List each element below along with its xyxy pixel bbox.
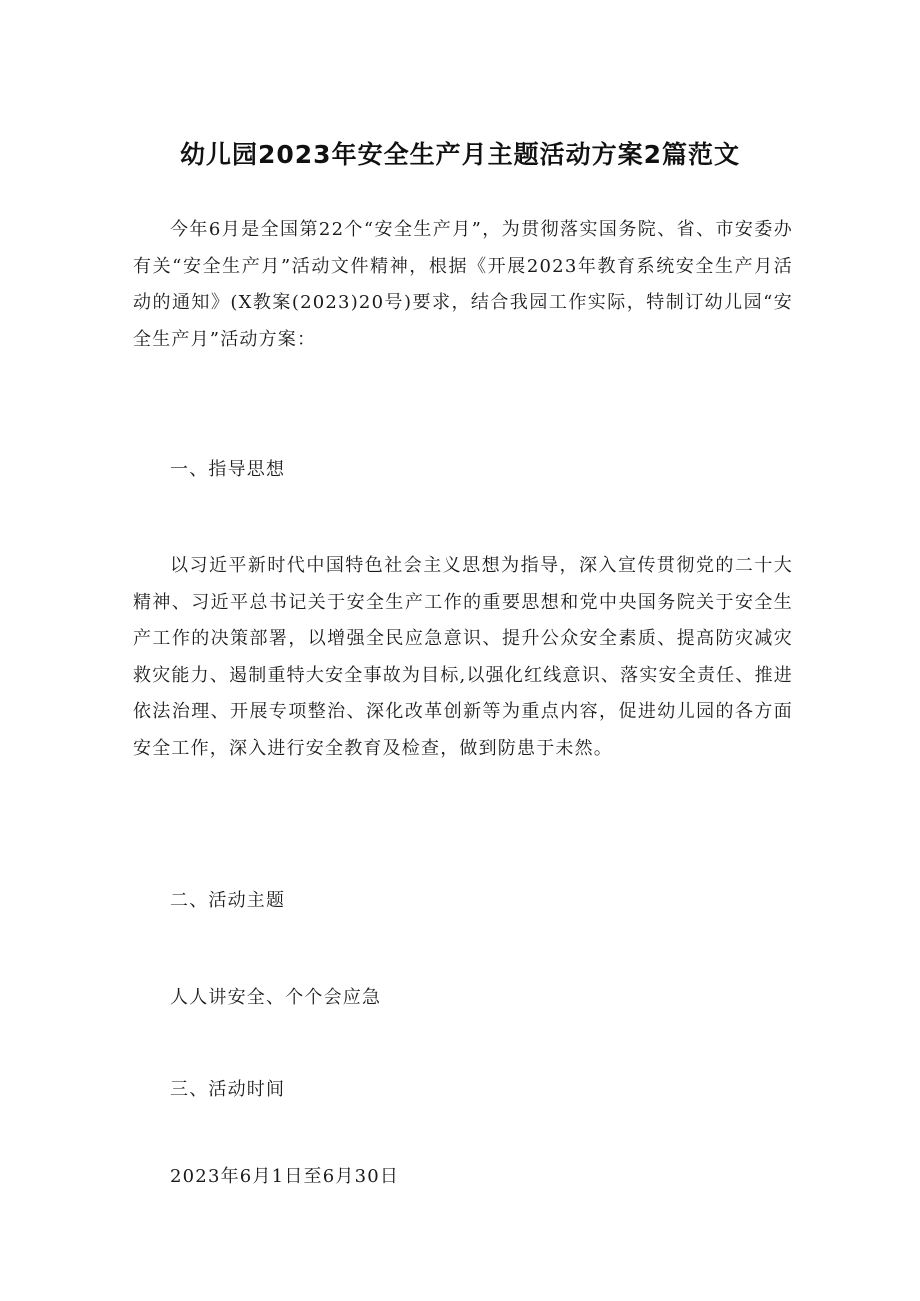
intro-paragraph: 今年6月是全国第22个“安全生产月”，为贯彻落实国务院、省、市安委办有关“安全生产月”活动文件精神，根据《开展2023年教育系统安全生产月活动的通知》(X教案(2023)20号)要求，结合我园工作实际，特制订幼儿园“安全生产月”活动方案：	[133, 219, 793, 350]
activity-time-text: 2023年6月1日至6月30日	[170, 1166, 400, 1187]
section-heading-activity-theme: 二、活动主题	[170, 890, 286, 911]
document-title: 幼儿园2023年安全生产月主题活动方案2篇范文	[180, 139, 740, 169]
activity-theme-text: 人人讲安全、个个会应急	[170, 987, 382, 1008]
section-heading-guiding-ideology: 一、指导思想	[170, 459, 286, 480]
section-heading-activity-time: 三、活动时间	[170, 1079, 286, 1100]
guiding-ideology-paragraph: 以习近平新时代中国特色社会主义思想为指导，深入宣传贯彻党的二十大精神、习近平总书记关于安全生产工作的重要思想和党中央国务院关于安全生产工作的决策部署，以增强全民应急意识、提升公众安全素质、提高防灾减灾救灾能力、遏制重特大安全事故为目标,以强化红线意识、落实安全责任、推进依法治理、开展专项整治、深化改革创新等为重点内容，促进幼儿园的各方面安全工作，深入进行安全教育及检查，做到防患于未然。	[133, 555, 793, 759]
